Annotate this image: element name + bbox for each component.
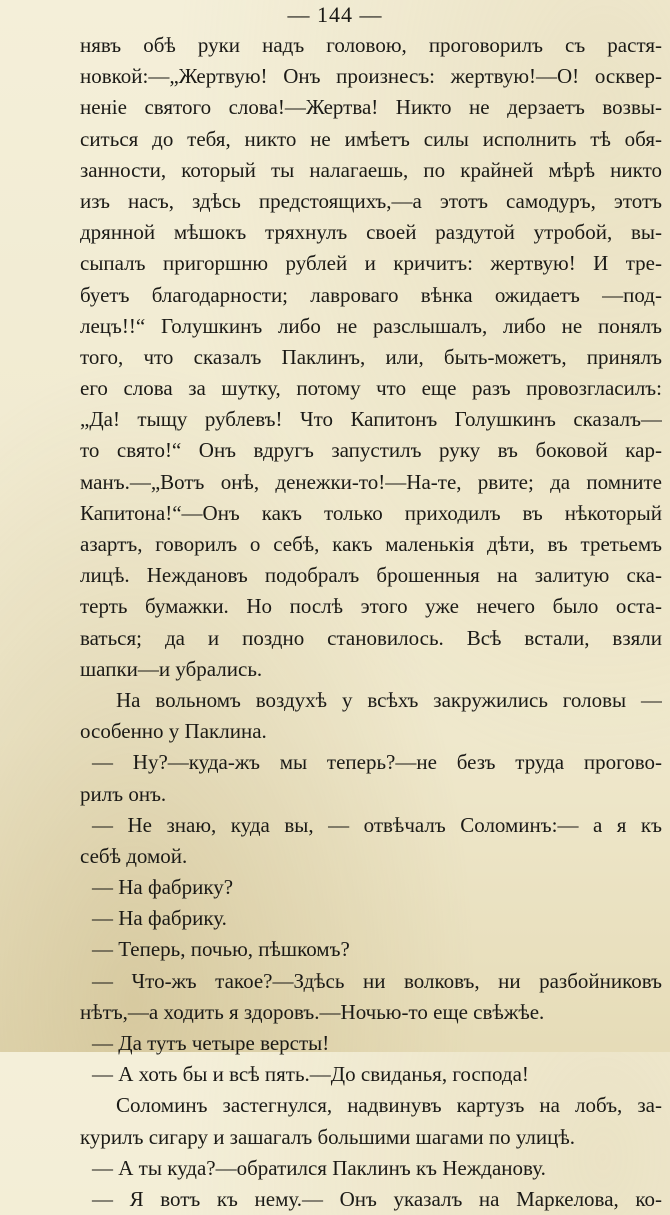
text-line: нявъ обѣ руки надъ головою, проговорилъ съ растя-: [80, 33, 662, 57]
text-line: Соломинъ застегнулся, надвинувъ картузъ на лобъ, за-: [116, 1093, 662, 1118]
text-line: — Не знаю, куда вы, — отвѣчалъ Соломинъ:— а я къ: [92, 812, 662, 837]
text-line: рилъ онъ.: [80, 781, 167, 806]
text-line: манъ.—„Вотъ онѣ, денежки-то!—На-те, рвите; да помните: [80, 469, 662, 494]
text-line: — Да тутъ четыре версты!: [92, 1031, 330, 1055]
text-line: изъ насъ, здѣсь предстоящихъ,—а этотъ самодуръ, этотъ: [80, 188, 662, 213]
text-line: сыпалъ пригоршню рублей и кричитъ: жертвую! И тре-: [80, 251, 662, 276]
text-line: того, что сказалъ Паклинъ, или, быть-можетъ, принялъ: [80, 344, 662, 369]
text-line: курилъ сигару и зашагалъ большими шагами по улицѣ.: [80, 1124, 576, 1149]
text-line: азартъ, говорилъ о себѣ, какъ маленькія дѣти, въ третьемъ: [80, 532, 662, 556]
text-line: — А ты куда?—обратился Паклинъ къ Нежданову.: [92, 1155, 546, 1180]
text-line: лецъ!!“ Голушкинъ либо не разслышалъ, либо не понялъ: [80, 313, 662, 338]
text-line: дрянной мѣшокъ тряхнулъ своей раздутой утробой, вы-: [80, 220, 662, 245]
text-line: неніе святого слова!—Жертва! Никто не дерзаетъ возвы-: [80, 95, 662, 120]
text-line: — Я вотъ къ нему.— Онъ указалъ на Маркелова, ко-: [92, 1186, 662, 1211]
text-line: — На фабрику?: [92, 875, 234, 900]
text-line: — А хоть бы и всѣ пять.—До свиданья, господа!: [92, 1062, 529, 1087]
text-line: — Теперь, почью, пѣшкомъ?: [92, 937, 350, 962]
text-line: „Да! тыщу рублевъ! Что Капитонъ Голушкинъ сказалъ—: [80, 407, 662, 432]
text-line: себѣ домой.: [80, 843, 188, 868]
body-text: [80, 30, 662, 1215]
page-number: — 144 —: [287, 2, 383, 27]
text-line: — Ну?—куда-жъ мы теперь?—не безъ труда прогово-: [92, 750, 662, 775]
text-line: Капитона!“—Онъ какъ только приходилъ въ нѣкоторый: [80, 500, 662, 525]
text-line: его слова за шутку, потому что еще разъ провозгласилъ:: [80, 376, 662, 401]
text-line: нѣтъ,—а ходить я здоровъ.—Ночью-то еще свѣжѣе.: [80, 999, 545, 1024]
text-line: новкой:—„Жертвую! Онъ произнесъ: жертвую!—О! осквер-: [80, 64, 662, 89]
text-line: то свято!“ Онъ вдругъ запустилъ руку въ боковой кар-: [80, 438, 662, 463]
text-line: ваться; да и поздно становилось. Всѣ встали, взяли: [80, 625, 662, 650]
text-line: — На фабрику.: [92, 906, 227, 931]
text-line: терть бумажки. Но послѣ этого уже нечего было оста-: [80, 594, 662, 619]
text-line: буетъ благодарности; лавроваго вѣнка ожидаетъ —под-: [80, 282, 662, 307]
text-line: особенно у Паклина.: [80, 719, 267, 744]
text-line: На вольномъ воздухѣ у всѣхъ закружились головы —: [116, 687, 662, 712]
text-line: ситься до тебя, никто не имѣетъ силы исполнить тѣ обя-: [80, 126, 662, 151]
text-line: лицѣ. Неждановъ подобралъ брошенныя на залитую ска-: [80, 563, 662, 588]
text-line: занности, который ты налагаешь, по крайней мѣрѣ никто: [80, 157, 662, 182]
text-line: шапки—и убрались.: [80, 656, 263, 681]
text-line: — Что-жъ такое?—Здѣсь ни волковъ, ни разбойниковъ: [92, 968, 662, 993]
